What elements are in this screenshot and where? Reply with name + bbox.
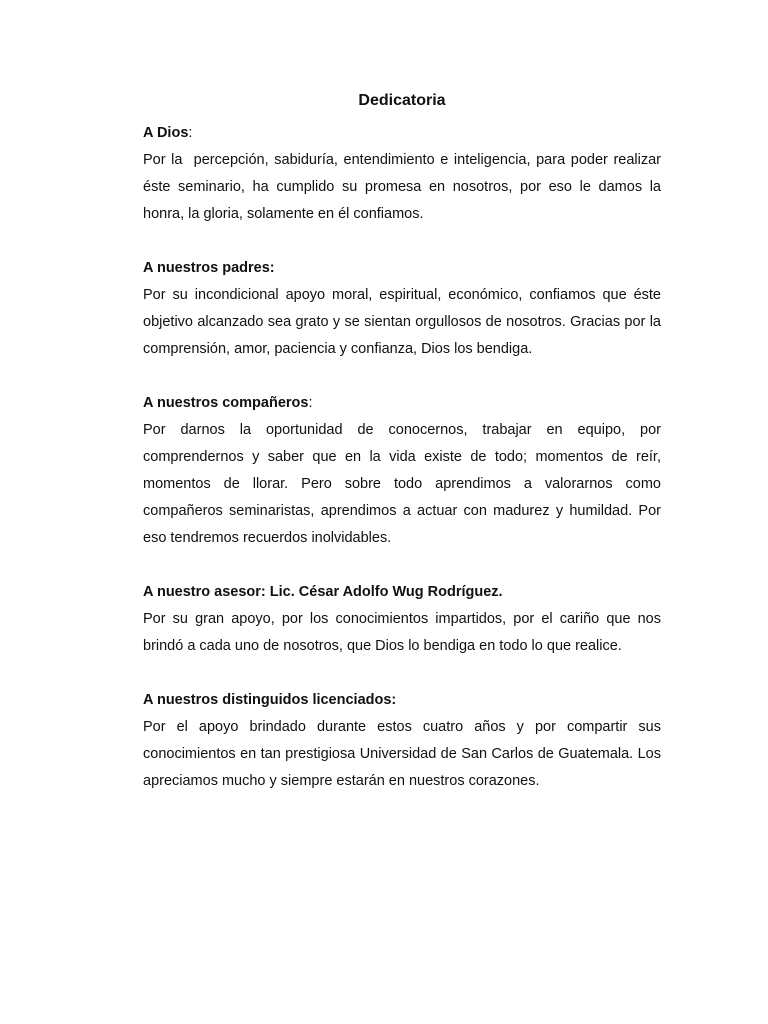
document-page bbox=[143, 88, 670, 795]
section-a-nuestros-padres bbox=[143, 255, 670, 363]
section-heading bbox=[143, 390, 661, 417]
section-body: Por su gran apoyo, por los conocimientos impartidos, por el cariño que nos brindó a cada uno de nosotros, que Dios lo bendiga en todo lo que realice. bbox=[143, 611, 666, 654]
heading-text: A nuestros distinguidos licenciados: bbox=[143, 692, 397, 708]
heading-text: A nuestro asesor: Lic. César Adolfo Wug Rodríguez. bbox=[143, 584, 503, 600]
section-body: Por la percepción, sabiduría, entendimiento e inteligencia, para poder realizar éste seminario, ha cumplido su promesa en nosotros, por eso le damos la honra, la gloria, solamente en él confiamos. bbox=[143, 152, 666, 222]
heading-text: A nuestros compañeros bbox=[143, 395, 309, 411]
page-title: Dedicatoria bbox=[358, 92, 446, 109]
section-heading bbox=[143, 255, 661, 282]
heading-suffix: : bbox=[308, 395, 313, 411]
heading-text: A nuestros padres: bbox=[143, 260, 275, 276]
section-body: Por su incondicional apoyo moral, espiritual, económico, confiamos que éste objetivo alcanzado sea grato y se sientan orgullosos de nosotros. Gracias por la comprensión, amor, paciencia y confianza, Dios los bendiga. bbox=[143, 287, 670, 357]
section-a-nuestros-licenciados bbox=[143, 687, 666, 795]
section-a-dios bbox=[143, 120, 666, 228]
section-body: Por darnos la oportunidad de conocernos, trabajar en equipo, por comprendernos y saber que en la vida existe de todo; momentos de reír, momentos de llorar. Pero sobre todo aprendimos a valorarnos como compañeros seminaristas, aprendimos a actuar con madurez y humildad. Por eso tendremos recuerdos inolvidables. bbox=[143, 422, 666, 546]
heading-suffix: : bbox=[188, 125, 193, 141]
section-heading bbox=[143, 579, 661, 606]
section-a-nuestros-companeros bbox=[143, 390, 666, 552]
section-heading bbox=[143, 687, 661, 714]
heading-text: A Dios bbox=[143, 125, 189, 141]
section-a-nuestro-asesor bbox=[143, 579, 666, 660]
section-body: Por el apoyo brindado durante estos cuatro años y por compartir sus conocimientos en tan prestigiosa Universidad de San Carlos de Guatemala. Los apreciamos mucho y siempre estarán en nuestros corazones. bbox=[143, 719, 666, 789]
section-heading bbox=[143, 120, 661, 147]
